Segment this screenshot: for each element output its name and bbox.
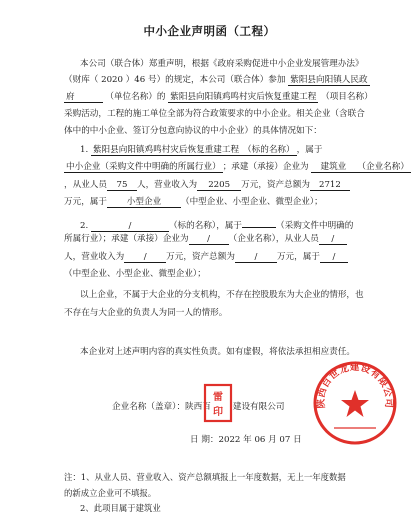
item1-staff-unit: 人，营业收入为 [136, 180, 198, 190]
item1-number: 1. [80, 145, 89, 155]
project-name-field: 紫阳县向阳镇鸡鸣村灾后恢复重建工程 [170, 92, 317, 102]
item1-assets-unit: 万元，属于 [64, 197, 107, 207]
item2-line-2 [64, 235, 347, 245]
item2-belongs: ，属于 [216, 221, 242, 231]
item1-assets-field: 2712 [310, 181, 350, 191]
item2-industry-hint-cont: 所属行业） [64, 234, 103, 244]
company-name: 陕西百 [185, 402, 211, 412]
intro-project-hint: （项目名称） [321, 92, 373, 102]
item2-revenue-field: / [124, 253, 166, 263]
item2-staff-field: / [319, 235, 347, 245]
intro-line-1: 本公司（联合体）郑重声明，根据《政府采购促进中小企业发展管理办法》 [80, 59, 364, 69]
date-line [190, 436, 302, 445]
item1-industry-field: 中小企业（采购文件中明确的所属行业） [66, 162, 221, 172]
intro-line-3 [64, 93, 373, 103]
declaration-line-1: 以上企业，不属于大企业的分支机构，不存在控股股东为大企业的情形，也 [80, 290, 364, 300]
company-seal-stamp [312, 360, 398, 446]
buyer-name-field: 紫阳县向阳镇人民政 [290, 75, 368, 85]
item2-industry-hint: （采购文件中明确的 [276, 221, 354, 231]
item1-contractor-label: ；承建（承接）企业为 [222, 162, 309, 172]
item1-revenue-unit: 万元，资产总额为 [241, 180, 310, 190]
item1-line-1 [80, 146, 322, 156]
stamp-text: 陕西百世龙建设有限公司 [315, 362, 395, 409]
item2-project-field: / [91, 222, 169, 232]
item2-belongs-2: ，属于 [294, 252, 320, 262]
item2-industry-field [242, 218, 276, 228]
item1-type-hint: （中型企业、小型企业、微型企业）； [180, 197, 323, 207]
document-title: 中小企业声明函（工程） [143, 24, 276, 38]
intro-text: （财库（ 2020 ）46 号）的规定，本公司（联合体）参加 [64, 75, 286, 85]
item2-type-hint: （中型企业、小型企业、微型企业）； [64, 269, 206, 279]
intro-unit-hint: （单位名称）的 [105, 92, 166, 102]
item1-project-field: 紫阳县向阳镇鸡鸣村灾后恢复重建工程 [92, 145, 240, 155]
company-label: 企业名称（盖章）： [112, 402, 186, 412]
item1-staff-field: 75 [107, 181, 137, 191]
item2-assets-unit: 万元 [276, 252, 295, 262]
item2-line-1 [80, 218, 353, 232]
item1-project-hint: （标的名称） [243, 145, 295, 155]
svg-text:雷: 雷 [213, 392, 223, 403]
note-2: 2、此项目属于建筑业 [80, 503, 161, 513]
item2-line-3 [64, 253, 348, 263]
item2-company-field: / [189, 235, 229, 245]
item2-company-hint: （企业名称） [228, 234, 276, 244]
intro-line-5: 体中的中小企业、签订分包意向协议的中小企业）的具体情况如下： [64, 126, 322, 136]
intro-line-2 [64, 76, 370, 86]
date-value: 2022 年 06 月 07 日 [218, 435, 302, 445]
item1-line-4 [64, 198, 323, 208]
item1-company-hint: （企业名称） [357, 162, 409, 172]
item2-project-hint: （标的名称） [168, 221, 217, 231]
star-icon [341, 390, 369, 417]
note-1-cont: 的新成立企业可不填报。 [64, 488, 157, 498]
note-1: 注：1、从业人员、营业收入、资产总额填报上一年度数据，无上一年度数据 [64, 472, 346, 482]
item1-line-3 [64, 181, 350, 191]
responsibility-statement: 本企业对上述声明内容的真实性负责。如有虚假，将依法承担相应责任。 [80, 347, 356, 357]
item2-staff-unit: 人，营业收入为 [64, 252, 125, 262]
item2-assets-field: / [235, 253, 277, 263]
item1-revenue-field: 2205 [197, 181, 241, 191]
company-signature-line [112, 403, 284, 412]
item1-line-2 [64, 163, 411, 173]
item2-contractor-label: ；承建（承接）企业为 [102, 234, 189, 244]
item1-staff-label: ，从业人员 [64, 180, 107, 190]
svg-text:印: 印 [213, 407, 223, 418]
legal-representative-seal [202, 382, 234, 424]
item2-number: 2. [80, 221, 89, 231]
intro-line-4: 采购活动，工程的施工单位全部为符合政策要求的中小企业。相关企业（含联合 [64, 109, 365, 119]
company-name-tail: 建设有限公司 [232, 402, 285, 412]
item2-revenue-unit: 万元，资产总额为 [166, 252, 235, 262]
item1-type-field: 小型企业 [107, 198, 181, 208]
item1-belongs: ，属于 [296, 145, 323, 155]
item2-staff-label: ，从业人员 [275, 234, 319, 244]
item1-company-field: 建筑业 [311, 163, 355, 173]
declaration-line-2: 不存在与大企业的负责人为同一人的情形。 [64, 308, 228, 318]
date-label: 日 期： [190, 435, 219, 445]
buyer-name-field-cont: 府 [64, 93, 103, 103]
item2-type-field: / [320, 253, 348, 263]
